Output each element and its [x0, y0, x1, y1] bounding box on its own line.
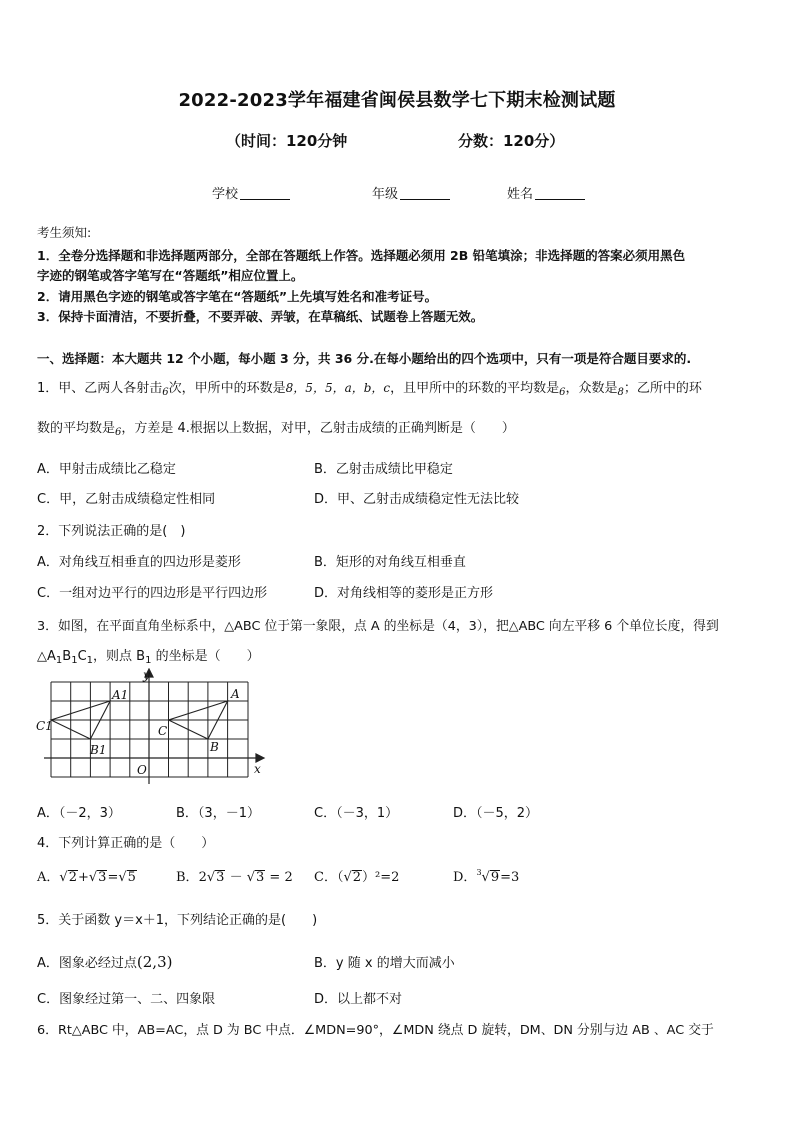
notice-line-2: 2．请用黑色字迹的钢笔或答字笔在“答题纸”上先填写姓名和准考证号。 [37, 289, 438, 304]
q4-option-c[interactable]: C．（√2）²=2 [314, 870, 400, 885]
q4-b-radicand: 3 [216, 870, 225, 885]
q1-option-b[interactable]: B．乙射击成绩比甲稳定 [314, 462, 453, 477]
q1-num: 8 [617, 387, 624, 398]
name-label: 姓名 [507, 187, 534, 202]
point-b-label: B [210, 740, 219, 754]
q4-b-result: = 2 [269, 870, 293, 885]
q1-text: 数的平均数是 [37, 421, 116, 436]
q3-text: C [77, 649, 87, 664]
q3-text: B [62, 649, 72, 664]
school-blank [240, 187, 290, 200]
q4-d-index: 3 [476, 868, 482, 877]
q3-option-c[interactable]: C．（－3，1） [314, 806, 399, 821]
q4-b-coef: 2 [198, 870, 207, 885]
school-field [212, 183, 290, 202]
q1-text: ，众数是 [565, 381, 618, 396]
q1-option-c[interactable]: C．甲，乙射击成绩稳定性相同 [37, 492, 216, 507]
q3-text: 的坐标是（ ） [151, 649, 260, 664]
notice-heading: 考生须知: [37, 225, 92, 240]
question-1-line-2 [37, 417, 515, 438]
question-1-line-1 [37, 377, 702, 398]
notice-line-1a: 1．全卷分选择题和非选择题两部分，全部在答题纸上作答。选择题必须用 2B 铅笔填涂；非选择题的答案必须用黑色 [37, 248, 686, 263]
q5-option-d[interactable]: D．以上都不对 [314, 992, 403, 1007]
q3-option-b[interactable]: B．（3，－1） [176, 806, 260, 821]
q1-sequence: 8，5，5，a，b，c [285, 381, 391, 395]
origin-label: O [137, 763, 147, 777]
exam-time: （时间：120分钟 [226, 132, 348, 150]
q2-option-a[interactable]: A．对角线互相垂直的四边形是菱形 [37, 555, 241, 570]
q1-text: ，方差是 4.根据以上数据，对甲，乙射击成绩的正确判断是（ ） [121, 421, 515, 436]
q1-option-a[interactable]: A．甲射击成绩比乙稳定 [37, 462, 176, 477]
point-b1-label: B1 [90, 743, 107, 757]
q4-b-label: B． [176, 870, 199, 885]
q5-a-text: A．图象必经过点 [37, 956, 137, 971]
exam-score: 分数：120分） [458, 132, 565, 150]
q3-subscript: 1 [71, 655, 78, 666]
grade-blank [400, 187, 450, 200]
notice-line-1b: 字迹的钢笔或答字笔写在“答题纸”相应位置上。 [37, 268, 304, 283]
q4-a-radicand: 5 [127, 870, 136, 885]
grade-field [372, 183, 450, 202]
q4-a-radicand: 2 [68, 870, 77, 885]
q4-b-radicand: 3 [256, 870, 265, 885]
question-5-stem: 5．关于函数 y＝x＋1，下列结论正确的是( ) [37, 913, 318, 928]
point-c-label: C [158, 724, 168, 738]
q1-text: ；乙所中的环 [623, 381, 702, 396]
q3-subscript: 1 [55, 655, 63, 666]
name-blank [535, 187, 585, 200]
q1-num: 6 [559, 387, 566, 398]
name-field [507, 183, 585, 202]
point-a-label: A [231, 687, 240, 701]
q3-subscript: 1 [86, 655, 94, 666]
q1-text: 次，甲所中的环数是 [168, 381, 286, 396]
q3-text: ，则点 B [93, 649, 146, 664]
q1-text: ，且甲所中的环数的平均数是 [390, 381, 560, 396]
q1-num: 6 [115, 427, 122, 438]
q4-a-radicand: 3 [98, 870, 107, 885]
q3-option-d[interactable]: D．（－5，2） [453, 806, 539, 821]
y-axis-label: y [143, 668, 150, 682]
q4-option-d[interactable]: D．$^3$√9=3 [453, 868, 520, 885]
q4-b-minus: － [229, 870, 243, 885]
q4-d-radicand: 9 [490, 870, 500, 885]
q4-a-equals: = [107, 870, 119, 885]
x-axis-label: x [254, 762, 261, 776]
q4-c-end: ）²=2 [362, 870, 400, 885]
q4-c-radicand: 2 [352, 870, 362, 885]
q1-option-d[interactable]: D．甲、乙射击成绩稳定性无法比较 [314, 492, 520, 507]
q4-d-result: =3 [500, 870, 520, 885]
q1-num: 6 [162, 387, 169, 398]
point-c1-label: C1 [36, 719, 53, 733]
q2-option-b[interactable]: B．矩形的对角线互相垂直 [314, 555, 466, 570]
school-label: 学校 [212, 187, 239, 202]
q5-option-a[interactable] [37, 952, 172, 971]
q5-option-b[interactable]: B．y 随 x 的增大而减小 [314, 956, 455, 971]
q5-option-c[interactable]: C．图象经过第一、二、四象限 [37, 992, 216, 1007]
question-4-stem: 4．下列计算正确的是（ ） [37, 836, 215, 851]
question-2-stem: 2．下列说法正确的是( ) [37, 524, 186, 539]
q4-c-label: C．（ [314, 870, 344, 885]
section-heading: 一、选择题：本大题共 12 个小题，每小题 3 分，共 36 分.在每小题给出的四个选项中，只有一项是符合题目要求的. [37, 351, 692, 366]
grade-label: 年级 [372, 187, 399, 202]
q4-option-a[interactable]: A．√2+√3=√5 [37, 870, 136, 885]
question-6-stem: 6．Rt△ABC 中，AB=AC，点 D 为 BC 中点．∠MDN=90°，∠MDN 绕点 D 旋转，DM、DN 分别与边 AB 、AC 交于 [37, 1023, 714, 1038]
question-3-stem-2 [37, 645, 260, 666]
question-3-stem-1: 3．如图，在平面直角坐标系中，△ABC 位于第一象限，点 A 的坐标是（4，3），把△ABC 向左平移 6 个单位长度，得到 [37, 619, 719, 634]
q4-d-label: D． [453, 870, 477, 885]
q3-text: △A [37, 649, 56, 664]
q3-coordinate-figure [34, 668, 274, 788]
q2-option-d[interactable]: D．对角线相等的菱形是正方形 [314, 586, 494, 601]
point-a1-label: A1 [112, 688, 129, 702]
q3-subscript: 1 [145, 655, 152, 666]
q5-a-point: (2,3) [136, 953, 173, 971]
q4-a-label: A． [37, 870, 60, 885]
q4-a-plus: + [77, 870, 89, 885]
q2-option-c[interactable]: C．一组对边平行的四边形是平行四边形 [37, 586, 268, 601]
q4-option-b[interactable]: B．2√3 － √3 = 2 [176, 870, 293, 885]
q1-text: 1．甲、乙两人各射击 [37, 381, 163, 396]
q3-option-a[interactable]: A．（－2，3） [37, 806, 121, 821]
page-title: 2022-2023学年福建省闽侯县数学七下期末检测试题 [178, 90, 616, 111]
notice-line-3: 3．保持卡面清洁，不要折叠，不要弄破、弄皱，在草稿纸、试题卷上答题无效。 [37, 309, 484, 324]
